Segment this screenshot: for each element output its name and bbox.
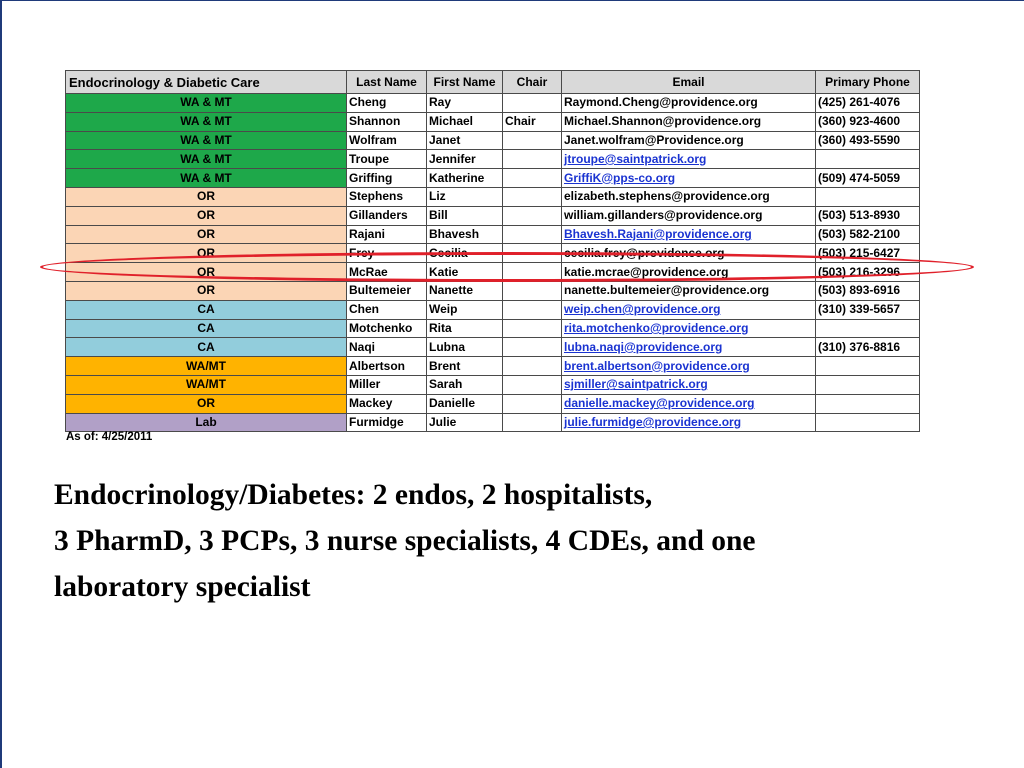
table-row <box>66 206 920 225</box>
phone-cell: (310) 376-8816 <box>816 338 920 357</box>
last-name-cell: Miller <box>347 375 427 394</box>
table-row <box>66 319 920 338</box>
chair-cell: Chair <box>503 112 562 131</box>
region-cell: WA & MT <box>66 94 347 113</box>
email-cell: Michael.Shannon@providence.org <box>562 112 816 131</box>
chair-cell <box>503 338 562 357</box>
slide-caption <box>54 472 1014 610</box>
email-cell[interactable]: rita.motchenko@providence.org <box>562 319 816 338</box>
email-cell: nanette.bultemeier@providence.org <box>562 281 816 300</box>
table-row <box>66 281 920 300</box>
email-cell[interactable]: weip.chen@providence.org <box>562 300 816 319</box>
header-email: Email <box>562 71 816 94</box>
email-cell: elizabeth.stephens@providence.org <box>562 187 816 206</box>
table-row <box>66 150 920 169</box>
phone-cell <box>816 394 920 413</box>
chair-cell <box>503 375 562 394</box>
first-name-cell: Jennifer <box>427 150 503 169</box>
highlight-oval <box>40 252 974 282</box>
table-row <box>66 375 920 394</box>
chair-cell <box>503 413 562 432</box>
slide-border-left <box>0 0 2 768</box>
first-name-cell: Bhavesh <box>427 225 503 244</box>
last-name-cell: Mackey <box>347 394 427 413</box>
first-name-cell: Weip <box>427 300 503 319</box>
table-row <box>66 300 920 319</box>
email-cell: Janet.wolfram@Providence.org <box>562 131 816 150</box>
first-name-cell: Cecilia <box>427 244 503 263</box>
table-title: Endocrinology & Diabetic Care <box>66 71 347 94</box>
region-cell: WA & MT <box>66 131 347 150</box>
phone-cell: (360) 923-4600 <box>816 112 920 131</box>
table-header-row <box>66 71 920 94</box>
email-cell: william.gillanders@providence.org <box>562 206 816 225</box>
email-cell[interactable]: Bhavesh.Rajani@providence.org <box>562 225 816 244</box>
phone-cell: (360) 493-5590 <box>816 131 920 150</box>
table-row <box>66 394 920 413</box>
region-cell: CA <box>66 319 347 338</box>
region-cell: OR <box>66 244 347 263</box>
last-name-cell: Furmidge <box>347 413 427 432</box>
header-chair: Chair <box>503 71 562 94</box>
header-phone: Primary Phone <box>816 71 920 94</box>
phone-cell: (503) 216-3296 <box>816 263 920 282</box>
email-cell[interactable]: brent.albertson@providence.org <box>562 357 816 376</box>
chair-cell <box>503 357 562 376</box>
chair-cell <box>503 300 562 319</box>
table-row <box>66 112 920 131</box>
email-cell[interactable]: jtroupe@saintpatrick.org <box>562 150 816 169</box>
chair-cell <box>503 169 562 188</box>
phone-cell <box>816 319 920 338</box>
email-cell: cecilia.frey@providence.org <box>562 244 816 263</box>
region-cell: OR <box>66 225 347 244</box>
caption-line-2: 3 PharmD, 3 PCPs, 3 nurse specialists, 4 CDEs, and one <box>54 525 756 557</box>
email-cell[interactable]: sjmiller@saintpatrick.org <box>562 375 816 394</box>
first-name-cell: Nanette <box>427 281 503 300</box>
chair-cell <box>503 394 562 413</box>
table-row <box>66 357 920 376</box>
first-name-cell: Julie <box>427 413 503 432</box>
phone-cell <box>816 150 920 169</box>
region-cell: WA/MT <box>66 357 347 376</box>
first-name-cell: Sarah <box>427 375 503 394</box>
phone-cell <box>816 187 920 206</box>
last-name-cell: Shannon <box>347 112 427 131</box>
slide-border-top <box>0 0 1024 1</box>
table-row <box>66 169 920 188</box>
last-name-cell: Gillanders <box>347 206 427 225</box>
region-cell: CA <box>66 338 347 357</box>
email-cell[interactable]: danielle.mackey@providence.org <box>562 394 816 413</box>
last-name-cell: Cheng <box>347 94 427 113</box>
phone-cell: (509) 474-5059 <box>816 169 920 188</box>
table-row <box>66 338 920 357</box>
region-cell: WA & MT <box>66 112 347 131</box>
region-cell: OR <box>66 394 347 413</box>
caption-line-3: laboratory specialist <box>54 571 311 603</box>
first-name-cell: Bill <box>427 206 503 225</box>
header-last-name: Last Name <box>347 71 427 94</box>
table-row <box>66 131 920 150</box>
email-cell[interactable]: julie.furmidge@providence.org <box>562 413 816 432</box>
phone-cell: (425) 261-4076 <box>816 94 920 113</box>
last-name-cell: Frey <box>347 244 427 263</box>
region-cell: OR <box>66 263 347 282</box>
phone-cell <box>816 375 920 394</box>
chair-cell <box>503 94 562 113</box>
region-cell: Lab <box>66 413 347 432</box>
first-name-cell: Janet <box>427 131 503 150</box>
first-name-cell: Lubna <box>427 338 503 357</box>
chair-cell <box>503 187 562 206</box>
table-row <box>66 94 920 113</box>
region-cell: WA/MT <box>66 375 347 394</box>
region-cell: OR <box>66 206 347 225</box>
phone-cell: (310) 339-5657 <box>816 300 920 319</box>
region-cell: CA <box>66 300 347 319</box>
chair-cell <box>503 225 562 244</box>
as-of-date: As of: 4/25/2011 <box>66 431 153 443</box>
last-name-cell: Chen <box>347 300 427 319</box>
email-cell[interactable]: lubna.naqi@providence.org <box>562 338 816 357</box>
phone-cell: (503) 215-6427 <box>816 244 920 263</box>
last-name-cell: Bultemeier <box>347 281 427 300</box>
last-name-cell: McRae <box>347 263 427 282</box>
first-name-cell: Ray <box>427 94 503 113</box>
first-name-cell: Danielle <box>427 394 503 413</box>
phone-cell: (503) 582-2100 <box>816 225 920 244</box>
region-cell: WA & MT <box>66 169 347 188</box>
region-cell: WA & MT <box>66 150 347 169</box>
header-first-name: First Name <box>427 71 503 94</box>
email-cell: katie.mcrae@providence.org <box>562 263 816 282</box>
phone-cell: (503) 513-8930 <box>816 206 920 225</box>
first-name-cell: Liz <box>427 187 503 206</box>
email-cell: Raymond.Cheng@providence.org <box>562 94 816 113</box>
region-cell: OR <box>66 281 347 300</box>
caption-line-1: Endocrinology/Diabetes: 2 endos, 2 hospitalists, <box>54 479 653 511</box>
last-name-cell: Naqi <box>347 338 427 357</box>
first-name-cell: Michael <box>427 112 503 131</box>
first-name-cell: Katherine <box>427 169 503 188</box>
table-row <box>66 413 920 432</box>
table-row <box>66 187 920 206</box>
last-name-cell: Motchenko <box>347 319 427 338</box>
chair-cell <box>503 150 562 169</box>
chair-cell <box>503 281 562 300</box>
phone-cell <box>816 413 920 432</box>
first-name-cell: Rita <box>427 319 503 338</box>
last-name-cell: Stephens <box>347 187 427 206</box>
phone-cell: (503) 893-6916 <box>816 281 920 300</box>
last-name-cell: Rajani <box>347 225 427 244</box>
first-name-cell: Brent <box>427 357 503 376</box>
last-name-cell: Albertson <box>347 357 427 376</box>
region-cell: OR <box>66 187 347 206</box>
last-name-cell: Wolfram <box>347 131 427 150</box>
chair-cell <box>503 319 562 338</box>
table-row <box>66 225 920 244</box>
chair-cell <box>503 131 562 150</box>
last-name-cell: Troupe <box>347 150 427 169</box>
chair-cell <box>503 206 562 225</box>
last-name-cell: Griffing <box>347 169 427 188</box>
phone-cell <box>816 357 920 376</box>
email-cell[interactable]: GriffiK@pps-co.org <box>562 169 816 188</box>
first-name-cell: Katie <box>427 263 503 282</box>
